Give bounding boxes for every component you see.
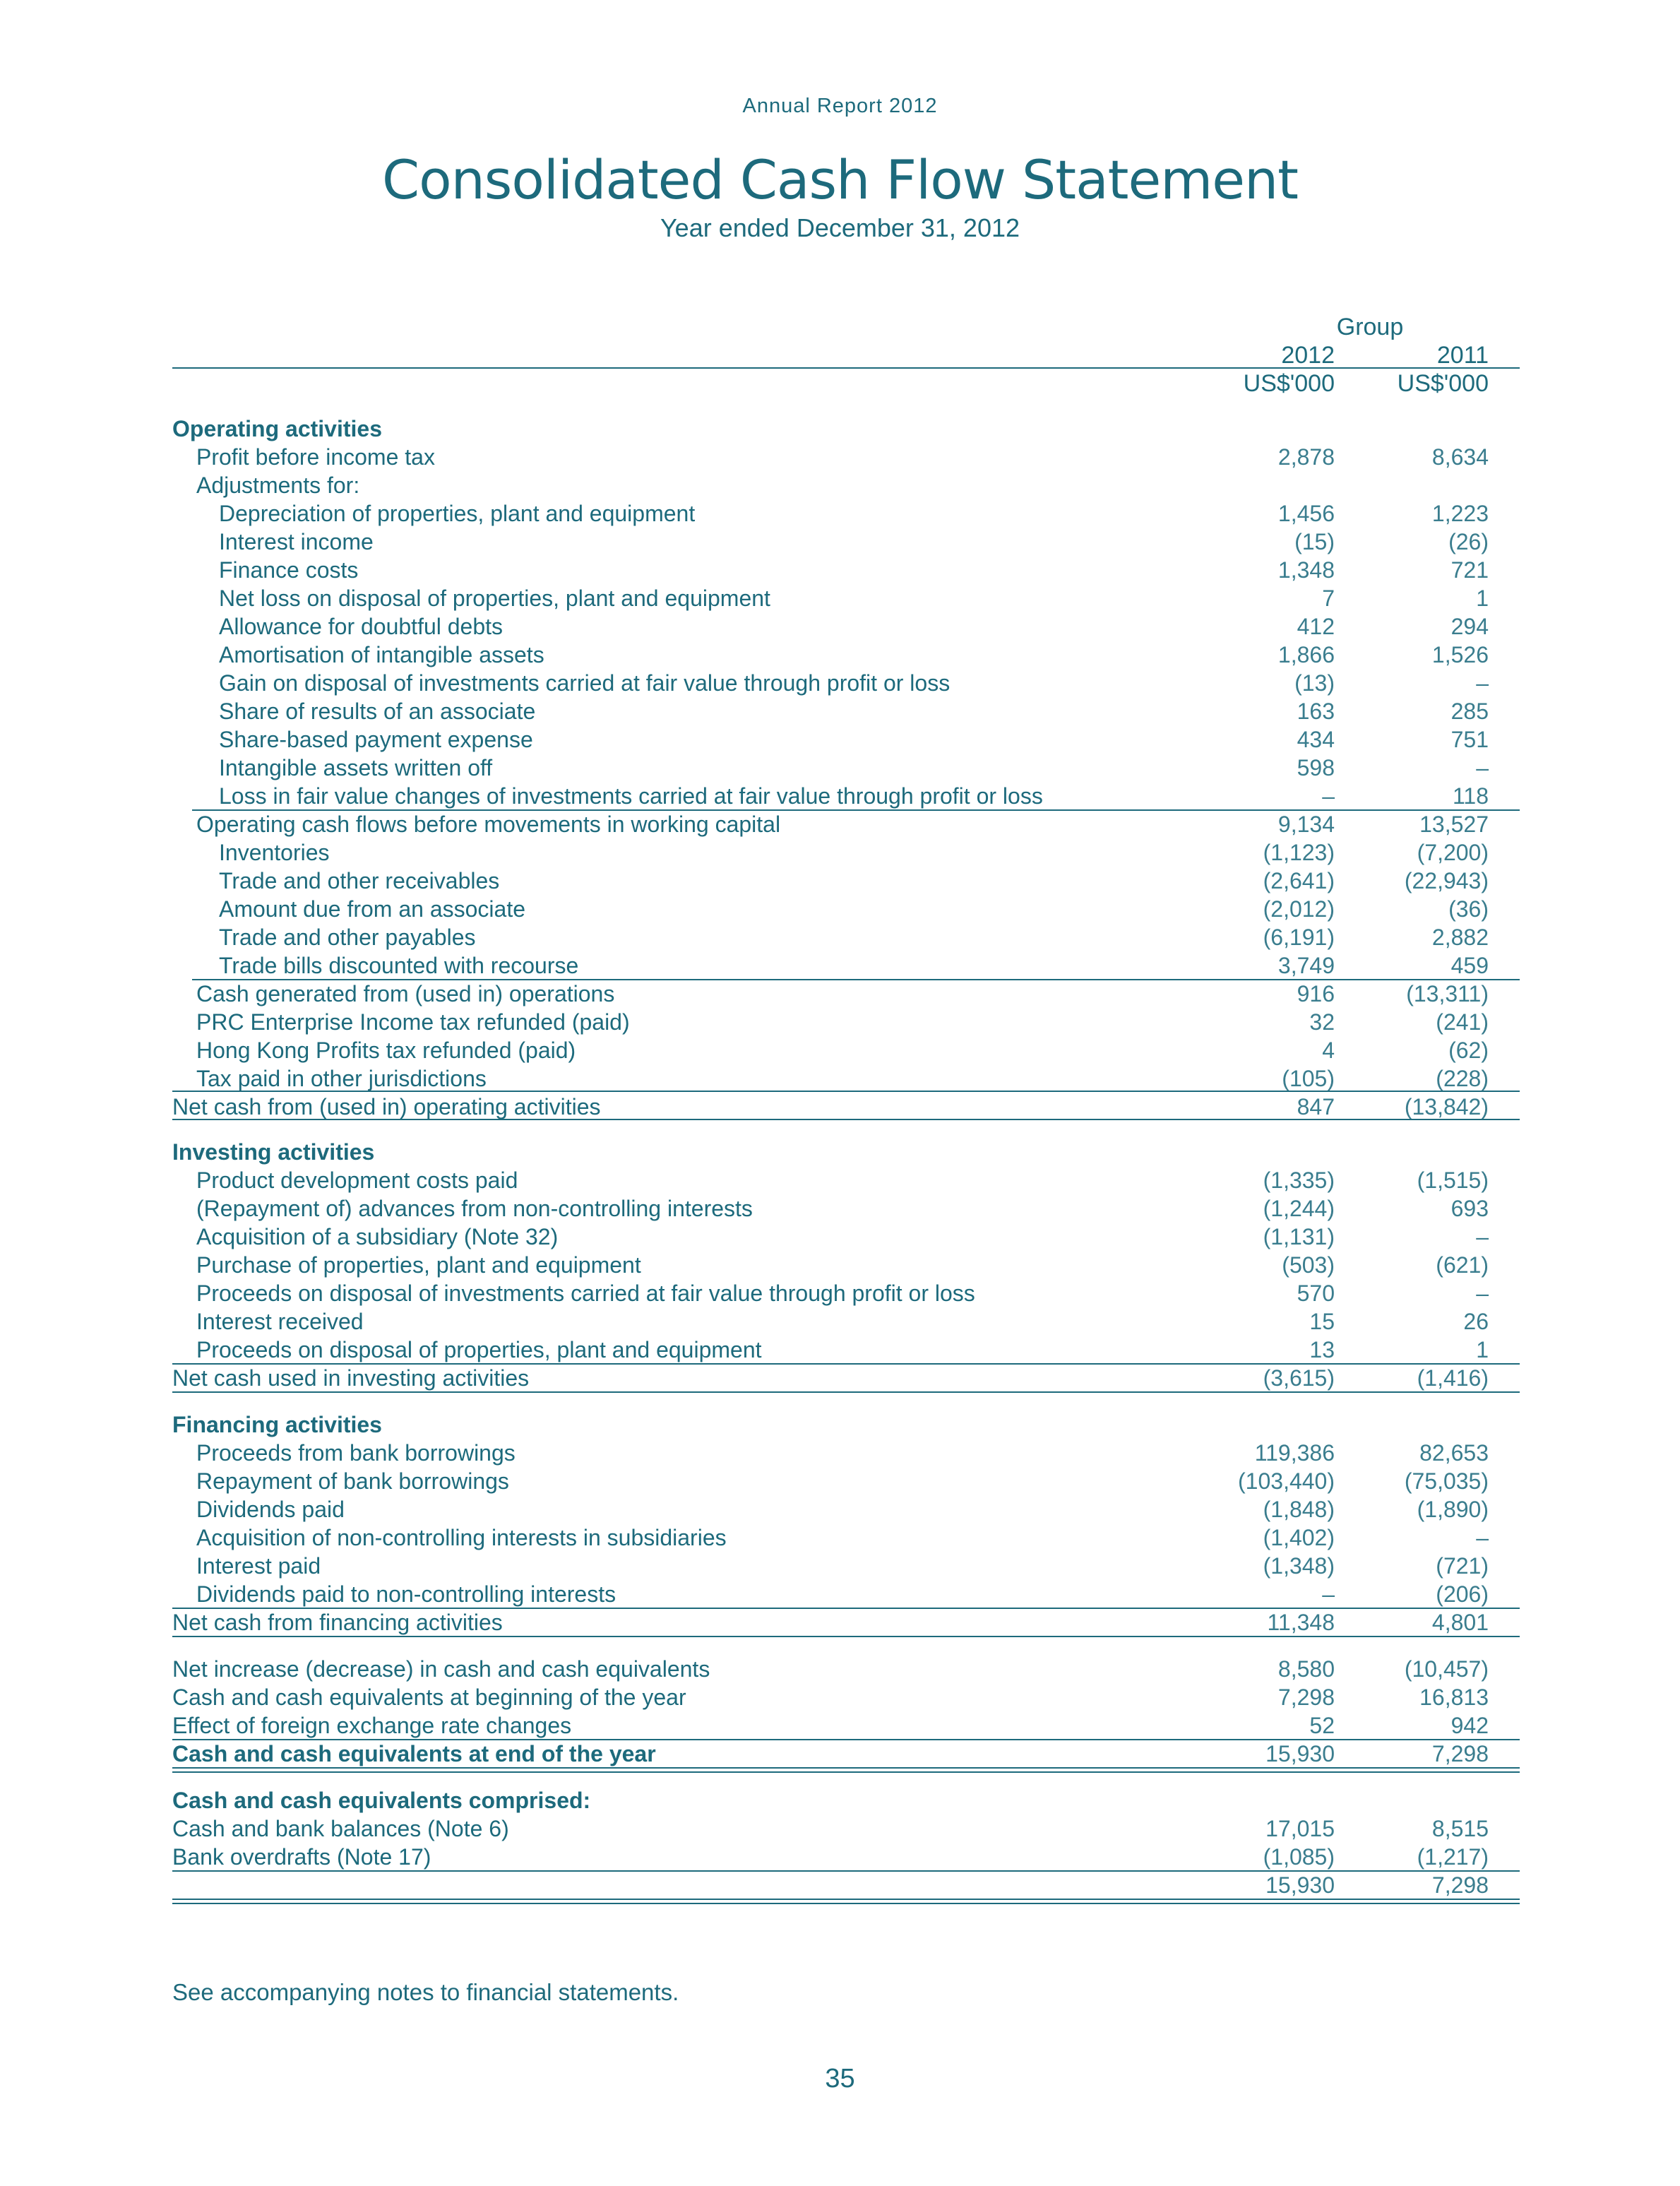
group-header: Group bbox=[1336, 314, 1404, 340]
table-row bbox=[172, 782, 1521, 810]
value-2012: 570 bbox=[1297, 1281, 1335, 1306]
table-row bbox=[172, 669, 1521, 697]
value-2011: (13,311) bbox=[1406, 981, 1489, 1006]
row-label: Interest paid bbox=[196, 1553, 321, 1579]
subtotal-rule bbox=[172, 1870, 1520, 1872]
row-label: Depreciation of properties, plant and equipment bbox=[219, 501, 696, 526]
value-2012: 1,866 bbox=[1277, 642, 1335, 667]
value-2011: 13,527 bbox=[1419, 812, 1489, 837]
page-subtitle: Year ended December 31, 2012 bbox=[660, 213, 1020, 242]
value-2012: (1,131) bbox=[1263, 1224, 1335, 1249]
value-2011: (75,035) bbox=[1404, 1468, 1489, 1494]
table-row bbox=[172, 499, 1521, 528]
table-row bbox=[172, 1251, 1521, 1279]
value-2012: (1,848) bbox=[1263, 1497, 1335, 1522]
value-2011: (7,200) bbox=[1417, 840, 1489, 865]
table-row bbox=[172, 1064, 1521, 1093]
section-heading-row bbox=[172, 1410, 1521, 1439]
row-label: Trade and other payables bbox=[219, 925, 476, 950]
table-row bbox=[172, 1843, 1521, 1871]
value-2012: 1,348 bbox=[1277, 557, 1335, 583]
unit-2011-header: US$'000 bbox=[1397, 370, 1489, 397]
value-2012: 13 bbox=[1309, 1337, 1335, 1362]
row-label: Intangible assets written off bbox=[219, 755, 493, 780]
row-label: Cash and cash equivalents at beginning of the year bbox=[172, 1685, 686, 1710]
value-2012: 163 bbox=[1297, 699, 1335, 724]
value-2011: (13,842) bbox=[1404, 1094, 1489, 1119]
table-row bbox=[172, 1523, 1521, 1552]
table-row bbox=[172, 980, 1521, 1008]
value-2011: – bbox=[1476, 1224, 1489, 1249]
value-2012: 15 bbox=[1309, 1309, 1335, 1334]
row-label: (Repayment of) advances from non-controlling interests bbox=[196, 1196, 753, 1221]
row-label: Trade bills discounted with recourse bbox=[219, 953, 579, 978]
value-2012: (15) bbox=[1294, 529, 1335, 554]
section-heading-row bbox=[172, 1138, 1521, 1166]
subtotal-rule bbox=[172, 1739, 1520, 1740]
value-2011: (36) bbox=[1448, 896, 1489, 922]
table-row bbox=[172, 895, 1521, 923]
table-row bbox=[172, 1814, 1521, 1843]
row-label: Cash and cash equivalents comprised: bbox=[172, 1788, 591, 1813]
value-2012: 119,386 bbox=[1254, 1440, 1335, 1466]
value-2011: 1,223 bbox=[1431, 501, 1489, 526]
total-rule bbox=[172, 1636, 1520, 1637]
value-2012: 8,580 bbox=[1277, 1656, 1335, 1682]
table-row bbox=[172, 1495, 1521, 1523]
row-label: Cash and bank balances (Note 6) bbox=[172, 1816, 509, 1841]
table-row bbox=[172, 1036, 1521, 1064]
value-2012: 7,298 bbox=[1277, 1685, 1335, 1710]
table-row bbox=[172, 1655, 1521, 1683]
row-label: Net loss on disposal of properties, plant and equipment bbox=[219, 586, 770, 611]
row-label: Net cash used in investing activities bbox=[172, 1365, 530, 1391]
table-row bbox=[172, 697, 1521, 725]
value-2012: 15,930 bbox=[1265, 1741, 1335, 1766]
table-row bbox=[172, 1552, 1521, 1580]
row-label: Effect of foreign exchange rate changes bbox=[172, 1713, 572, 1738]
value-2012: 11,348 bbox=[1267, 1610, 1335, 1635]
report-header: Annual Report 2012 bbox=[742, 95, 938, 117]
value-2011: – bbox=[1476, 1281, 1489, 1306]
value-2012: (1,085) bbox=[1263, 1844, 1335, 1870]
page-title: Consolidated Cash Flow Statement bbox=[382, 148, 1298, 211]
table-row bbox=[172, 528, 1521, 556]
value-2012: 15,930 bbox=[1265, 1872, 1335, 1898]
value-2012: (6,191) bbox=[1263, 925, 1335, 950]
row-label: Hong Kong Profits tax refunded (paid) bbox=[196, 1038, 576, 1063]
row-label: Purchase of properties, plant and equipment bbox=[196, 1252, 641, 1278]
value-2011: 1 bbox=[1476, 1337, 1489, 1362]
value-2012: (1,123) bbox=[1263, 840, 1335, 865]
year-2011-header: 2011 bbox=[1436, 342, 1489, 369]
value-2011: (26) bbox=[1448, 529, 1489, 554]
value-2011: 1,526 bbox=[1431, 642, 1489, 667]
value-2012: (1,244) bbox=[1263, 1196, 1335, 1221]
row-label: Trade and other receivables bbox=[219, 868, 500, 893]
row-label: Loss in fair value changes of investments carried at fair value through profit or loss bbox=[219, 783, 1043, 809]
row-label: Cash and cash equivalents at end of the year bbox=[172, 1741, 656, 1766]
value-2011: 721 bbox=[1450, 557, 1489, 583]
table-row bbox=[172, 1336, 1521, 1364]
table-row bbox=[172, 725, 1521, 754]
table-row bbox=[172, 1194, 1521, 1223]
row-label: Repayment of bank borrowings bbox=[196, 1468, 509, 1494]
table-row bbox=[172, 443, 1521, 471]
value-2012: (13) bbox=[1294, 670, 1335, 696]
value-2011: (621) bbox=[1436, 1252, 1489, 1278]
value-2011: 2,882 bbox=[1431, 925, 1489, 950]
value-2012: (1,335) bbox=[1263, 1168, 1335, 1193]
table-row bbox=[172, 810, 1521, 838]
row-label: Bank overdrafts (Note 17) bbox=[172, 1844, 431, 1870]
double-rule bbox=[172, 1899, 1520, 1904]
table-row bbox=[172, 1711, 1521, 1740]
subtotal-rule bbox=[172, 1091, 1520, 1092]
table-row bbox=[172, 471, 1521, 499]
row-label: Proceeds from bank borrowings bbox=[196, 1440, 516, 1466]
value-2012: (3,615) bbox=[1263, 1365, 1335, 1391]
row-label: Product development costs paid bbox=[196, 1168, 518, 1193]
value-2011: 459 bbox=[1450, 953, 1489, 978]
value-2011: 693 bbox=[1450, 1196, 1489, 1221]
row-label: Net increase (decrease) in cash and cash equivalents bbox=[172, 1656, 710, 1682]
value-2011: 4,801 bbox=[1431, 1610, 1489, 1635]
row-label: Cash generated from (used in) operations bbox=[196, 981, 615, 1006]
row-label: Proceeds on disposal of investments carried at fair value through profit or loss bbox=[196, 1281, 975, 1306]
value-2011: (206) bbox=[1436, 1581, 1489, 1607]
row-label: Inventories bbox=[219, 840, 330, 865]
row-label: Acquisition of non-controlling interests in subsidiaries bbox=[196, 1525, 727, 1550]
value-2011: (241) bbox=[1436, 1009, 1489, 1035]
value-2011: – bbox=[1476, 670, 1489, 696]
row-label: Operating activities bbox=[172, 416, 382, 441]
row-label: Investing activities bbox=[172, 1139, 375, 1165]
table-row bbox=[172, 1580, 1521, 1608]
table-row bbox=[172, 923, 1521, 951]
table-row bbox=[172, 1683, 1521, 1711]
row-label: Profit before income tax bbox=[196, 444, 435, 470]
value-2012: (105) bbox=[1282, 1066, 1335, 1091]
row-label: Interest income bbox=[219, 529, 374, 554]
value-2012: 32 bbox=[1309, 1009, 1335, 1035]
table-row bbox=[172, 1608, 1521, 1636]
value-2011: (721) bbox=[1436, 1553, 1489, 1579]
subtotal-rule bbox=[172, 1363, 1520, 1365]
unit-2012-header: US$'000 bbox=[1243, 370, 1335, 397]
row-label: Net cash from financing activities bbox=[172, 1610, 503, 1635]
section-heading-row bbox=[172, 415, 1521, 443]
row-label: Finance costs bbox=[219, 557, 359, 583]
table-row bbox=[172, 556, 1521, 584]
table-row bbox=[172, 754, 1521, 782]
total-rule bbox=[172, 1119, 1520, 1120]
table-row bbox=[172, 1279, 1521, 1307]
table-row bbox=[172, 1166, 1521, 1194]
row-label: Operating cash flows before movements in working capital bbox=[196, 812, 781, 837]
value-2012: (2,012) bbox=[1263, 896, 1335, 922]
value-2011: 285 bbox=[1450, 699, 1489, 724]
page-number: 35 bbox=[825, 2064, 855, 2093]
value-2012: – bbox=[1322, 783, 1335, 809]
value-2011: 8,634 bbox=[1431, 444, 1489, 470]
value-2011: (1,217) bbox=[1417, 1844, 1489, 1870]
subtotal-rule bbox=[172, 1608, 1520, 1609]
value-2011: – bbox=[1476, 1525, 1489, 1550]
table-row bbox=[172, 1008, 1521, 1036]
row-label: Tax paid in other jurisdictions bbox=[196, 1066, 487, 1091]
value-2011: (228) bbox=[1436, 1066, 1489, 1091]
row-label: Financing activities bbox=[172, 1412, 382, 1437]
value-2012: – bbox=[1322, 1581, 1335, 1607]
table-row bbox=[172, 612, 1521, 641]
value-2012: 52 bbox=[1309, 1713, 1335, 1738]
double-rule bbox=[172, 1767, 1520, 1773]
section-heading-row bbox=[172, 1740, 1521, 1768]
table-row bbox=[172, 1364, 1521, 1392]
value-2011: 1 bbox=[1476, 586, 1489, 611]
value-2011: 7,298 bbox=[1431, 1741, 1489, 1766]
row-label: PRC Enterprise Income tax refunded (paid) bbox=[196, 1009, 630, 1035]
row-label: Net cash from (used in) operating activities bbox=[172, 1094, 601, 1119]
table-row bbox=[172, 1307, 1521, 1336]
row-label: Dividends paid to non-controlling interests bbox=[196, 1581, 616, 1607]
table-row bbox=[172, 641, 1521, 669]
table-row bbox=[172, 867, 1521, 895]
table-row bbox=[172, 1093, 1521, 1121]
value-2011: 26 bbox=[1463, 1309, 1489, 1334]
table-row bbox=[172, 584, 1521, 612]
value-2011: (62) bbox=[1448, 1038, 1489, 1063]
row-label: Gain on disposal of investments carried at fair value through profit or loss bbox=[219, 670, 951, 696]
value-2011: 294 bbox=[1450, 614, 1489, 639]
row-label: Proceeds on disposal of properties, plant and equipment bbox=[196, 1337, 762, 1362]
value-2011: 16,813 bbox=[1419, 1685, 1489, 1710]
year-2012-header: 2012 bbox=[1281, 342, 1335, 369]
value-2012: (103,440) bbox=[1238, 1468, 1335, 1494]
value-2011: 7,298 bbox=[1431, 1872, 1489, 1898]
table-row bbox=[172, 1871, 1521, 1899]
value-2011: – bbox=[1476, 755, 1489, 780]
table-row bbox=[172, 1467, 1521, 1495]
value-2012: 916 bbox=[1297, 981, 1335, 1006]
value-2011: (10,457) bbox=[1404, 1656, 1489, 1682]
row-label: Share-based payment expense bbox=[219, 727, 533, 752]
value-2011: 82,653 bbox=[1419, 1440, 1489, 1466]
footnote: See accompanying notes to financial statements. bbox=[172, 1979, 679, 2005]
value-2012: 9,134 bbox=[1277, 812, 1335, 837]
value-2012: 4 bbox=[1322, 1038, 1335, 1063]
subtotal-rule bbox=[192, 979, 1520, 980]
value-2012: 2,878 bbox=[1277, 444, 1335, 470]
table-row bbox=[172, 1439, 1521, 1467]
value-2012: 3,749 bbox=[1277, 953, 1335, 978]
value-2011: (1,416) bbox=[1417, 1365, 1489, 1391]
value-2012: (2,641) bbox=[1263, 868, 1335, 893]
value-2012: (1,348) bbox=[1263, 1553, 1335, 1579]
row-label: Amortisation of intangible assets bbox=[219, 642, 544, 667]
value-2012: 412 bbox=[1297, 614, 1335, 639]
value-2012: 7 bbox=[1322, 586, 1335, 611]
row-label: Acquisition of a subsidiary (Note 32) bbox=[196, 1224, 559, 1249]
value-2011: (1,890) bbox=[1417, 1497, 1489, 1522]
row-label: Dividends paid bbox=[196, 1497, 345, 1522]
value-2012: 17,015 bbox=[1265, 1816, 1335, 1841]
value-2011: (22,943) bbox=[1404, 868, 1489, 893]
table-row bbox=[172, 1223, 1521, 1251]
value-2012: 598 bbox=[1297, 755, 1335, 780]
value-2011: 8,515 bbox=[1431, 1816, 1489, 1841]
value-2011: 942 bbox=[1450, 1713, 1489, 1738]
header-rule bbox=[172, 367, 1520, 369]
value-2012: 1,456 bbox=[1277, 501, 1335, 526]
row-label: Adjustments for: bbox=[196, 473, 360, 498]
value-2012: (1,402) bbox=[1263, 1525, 1335, 1550]
value-2012: 434 bbox=[1297, 727, 1335, 752]
row-label: Interest received bbox=[196, 1309, 364, 1334]
row-label: Amount due from an associate bbox=[219, 896, 526, 922]
row-label: Allowance for doubtful debts bbox=[219, 614, 504, 639]
table-row bbox=[172, 951, 1521, 980]
section-heading-row bbox=[172, 1786, 1521, 1814]
row-label: Share of results of an associate bbox=[219, 699, 536, 724]
subtotal-rule bbox=[192, 809, 1520, 811]
value-2012: (503) bbox=[1282, 1252, 1335, 1278]
total-rule bbox=[172, 1391, 1520, 1393]
value-2012: 847 bbox=[1297, 1094, 1335, 1119]
table-row bbox=[172, 838, 1521, 867]
value-2011: 118 bbox=[1452, 783, 1489, 809]
value-2011: (1,515) bbox=[1417, 1168, 1489, 1193]
value-2011: 751 bbox=[1450, 727, 1489, 752]
